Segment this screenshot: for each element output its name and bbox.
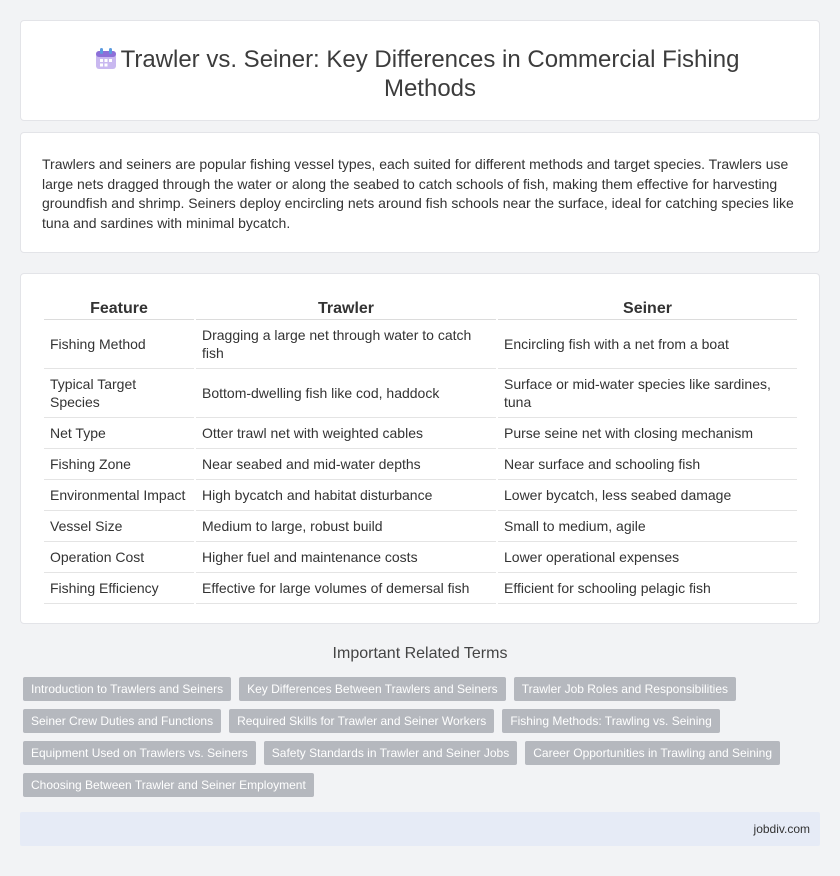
table-row	[44, 480, 797, 511]
table-row	[44, 511, 797, 542]
page-title: Trawler vs. Seiner: Key Differences in Commercial Fishing Methods	[120, 46, 740, 102]
table-cell: Operation Cost	[44, 542, 194, 573]
table-row	[44, 369, 797, 418]
footer-site-link[interactable]: jobdiv.com	[753, 822, 810, 836]
related-term-tag[interactable]: Safety Standards in Trawler and Seiner Jobs	[264, 741, 517, 765]
table-cell: Dragging a large net through water to catch fish	[196, 320, 496, 369]
table-cell: Near surface and schooling fish	[498, 449, 797, 480]
table-cell: Fishing Method	[44, 320, 194, 369]
table-cell: Typical Target Species	[44, 369, 194, 418]
table-row	[44, 449, 797, 480]
table-cell: Lower operational expenses	[498, 542, 797, 573]
table-cell: Efficient for schooling pelagic fish	[498, 573, 797, 604]
table-cell: Fishing Zone	[44, 449, 194, 480]
comparison-card	[20, 273, 820, 624]
table-row	[44, 418, 797, 449]
table-cell: High bycatch and habitat disturbance	[196, 480, 496, 511]
table-cell: Effective for large volumes of demersal fish	[196, 573, 496, 604]
related-term-tag[interactable]: Equipment Used on Trawlers vs. Seiners	[23, 741, 256, 765]
intro-card	[20, 132, 820, 253]
footer	[20, 812, 820, 846]
table-cell: Vessel Size	[44, 511, 194, 542]
table-cell: Higher fuel and maintenance costs	[196, 542, 496, 573]
table-cell: Bottom-dwelling fish like cod, haddock	[196, 369, 496, 418]
related-term-tag[interactable]: Required Skills for Trawler and Seiner Workers	[229, 709, 494, 733]
related-terms-title: Important Related Terms	[332, 645, 508, 662]
header-feature: Feature	[44, 294, 194, 320]
table-cell: Purse seine net with closing mechanism	[498, 418, 797, 449]
table-cell: Small to medium, agile	[498, 511, 797, 542]
title-card	[20, 20, 820, 121]
table-cell: Encircling fish with a net from a boat	[498, 320, 797, 369]
related-term-tag[interactable]: Choosing Between Trawler and Seiner Employment	[23, 773, 314, 797]
table-cell: Environmental Impact	[44, 480, 194, 511]
related-term-tag[interactable]: Trawler Job Roles and Responsibilities	[514, 677, 736, 701]
table-cell: Near seabed and mid-water depths	[196, 449, 496, 480]
header-seiner: Seiner	[498, 294, 797, 320]
table-cell: Otter trawl net with weighted cables	[196, 418, 496, 449]
table-cell: Surface or mid-water species like sardines, tuna	[498, 369, 797, 418]
intro-paragraph: Trawlers and seiners are popular fishing vessel types, each suited for different methods and target species. Trawlers use large nets dragged through the water or along the seabed to catch schools of fish, making them effective for harvesting groundfish and shrimp. Seiners deploy encircling nets around fish schools near the surface, ideal for catching species like tuna and sardines with minimal bycatch.	[42, 156, 794, 231]
table-header-row	[44, 294, 797, 320]
related-term-tag[interactable]: Career Opportunities in Trawling and Seining	[525, 741, 780, 765]
table-cell: Fishing Efficiency	[44, 573, 194, 604]
header-trawler: Trawler	[196, 294, 496, 320]
related-terms-list	[23, 677, 823, 797]
table-row	[44, 320, 797, 369]
table-cell: Lower bycatch, less seabed damage	[498, 480, 797, 511]
related-term-tag[interactable]: Introduction to Trawlers and Seiners	[23, 677, 231, 701]
table-cell: Net Type	[44, 418, 194, 449]
table-row	[44, 573, 797, 604]
table-row	[44, 542, 797, 573]
comparison-table	[42, 294, 799, 604]
related-term-tag[interactable]: Fishing Methods: Trawling vs. Seining	[502, 709, 719, 733]
table-cell: Medium to large, robust build	[196, 511, 496, 542]
related-term-tag[interactable]: Key Differences Between Trawlers and Seiners	[239, 677, 506, 701]
related-term-tag[interactable]: Seiner Crew Duties and Functions	[23, 709, 221, 733]
